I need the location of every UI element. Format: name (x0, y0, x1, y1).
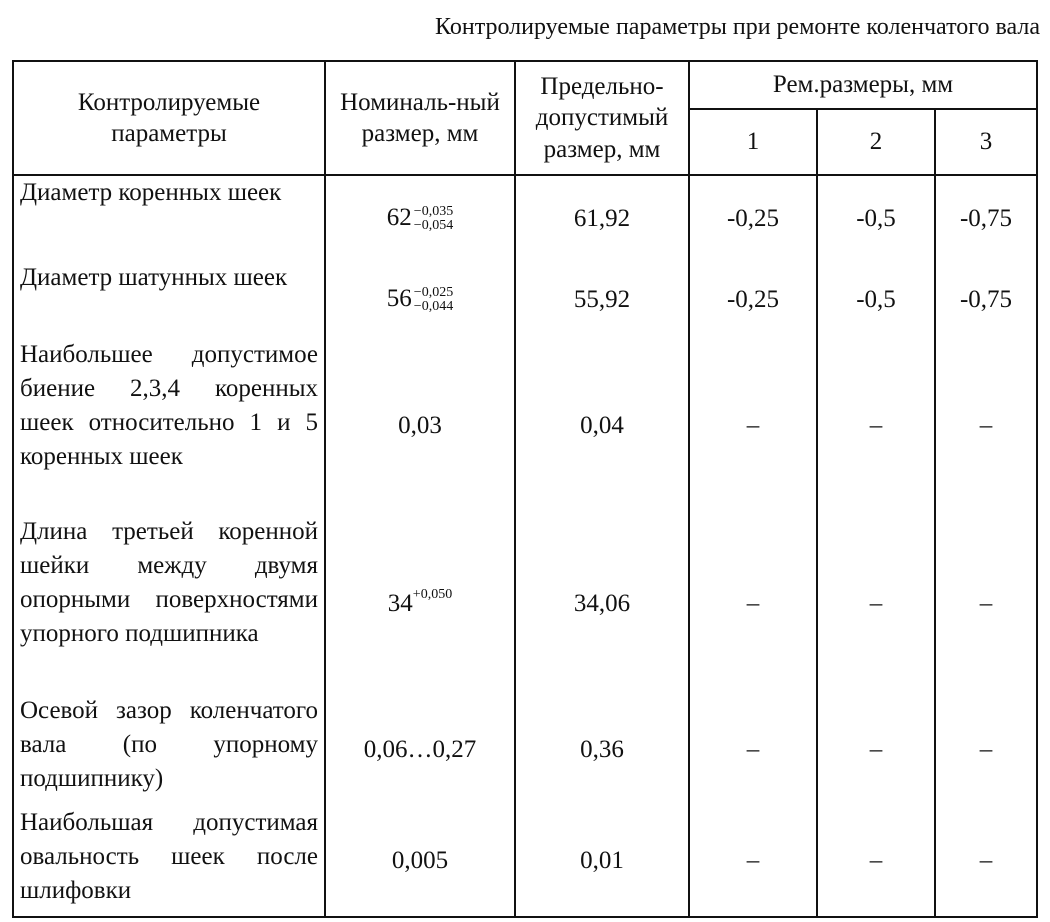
param-cell: Наибольшее допустимое биение 2,3,4 коренных шеек относительно 1 и 5 коренных шеек (13, 338, 325, 515)
tolerance-upper: +0,050 (412, 586, 453, 602)
tolerance-lower: −0,044 (413, 299, 454, 315)
crankshaft-parameters-table (12, 60, 1038, 918)
header-repair-group: Рем.размеры, мм (689, 61, 1037, 109)
nominal-base: 56 (386, 285, 412, 313)
repair-cell-1: – (689, 806, 817, 917)
param-cell: Осевой зазор коленчатого вала (по упорному подшипнику) (13, 694, 325, 807)
repair-cell-2: – (817, 806, 935, 917)
header-limit: Предельно-допустимый размер, мм (515, 61, 689, 175)
tolerance-upper: −0,035 (413, 204, 454, 220)
tolerance-upper: −0,025 (413, 285, 454, 301)
repair-cell-3: – (935, 515, 1037, 694)
header-repair-3: 3 (935, 109, 1037, 175)
limit-cell: 34,06 (515, 515, 689, 694)
limit-cell: 61,92 (515, 175, 689, 261)
repair-cell-1: -0,25 (689, 261, 817, 337)
table-row (13, 806, 1037, 917)
repair-cell-2: – (817, 338, 935, 515)
repair-cell-3: -0,75 (935, 261, 1037, 337)
table-caption: Контролируемые параметры при ремонте коленчатого вала (435, 14, 1040, 40)
table-row (13, 694, 1037, 807)
table-row (13, 338, 1037, 515)
param-cell: Диаметр шатунных шеек (13, 261, 325, 337)
param-cell: Длина третьей коренной шейки между двумя опорными поверхностями упорного подшипника (13, 515, 325, 694)
nominal-base: 34 (387, 590, 413, 618)
param-cell: Диаметр коренных шеек (13, 175, 325, 261)
repair-cell-3: – (935, 694, 1037, 807)
nominal-cell (325, 261, 515, 337)
nominal-base: 62 (386, 204, 412, 232)
param-cell: Наибольшая допустимая овальность шеек после шлифовки (13, 806, 325, 917)
header-repair-1: 1 (689, 109, 817, 175)
repair-cell-2: -0,5 (817, 261, 935, 337)
repair-cell-2: -0,5 (817, 175, 935, 261)
tolerance (414, 205, 453, 233)
header-repair-2: 2 (817, 109, 935, 175)
limit-cell: 0,04 (515, 338, 689, 515)
table-row (13, 175, 1037, 261)
repair-cell-1: -0,25 (689, 175, 817, 261)
table-row (13, 261, 1037, 337)
nominal-cell: 0,005 (325, 806, 515, 917)
nominal-cell (325, 175, 515, 261)
tolerance-lower: −0,054 (413, 218, 454, 234)
nominal-cell: 0,06…0,27 (325, 694, 515, 807)
header-nominal: Номиналь-ный размер, мм (325, 61, 515, 175)
tolerance (414, 286, 453, 314)
nominal-cell (325, 515, 515, 694)
table-row (13, 515, 1037, 694)
repair-cell-1: – (689, 694, 817, 807)
limit-cell: 0,01 (515, 806, 689, 917)
repair-cell-3: – (935, 806, 1037, 917)
limit-cell: 55,92 (515, 261, 689, 337)
repair-cell-1: – (689, 338, 817, 515)
header-param: Контролируемые параметры (13, 61, 325, 175)
limit-cell: 0,36 (515, 694, 689, 807)
repair-cell-2: – (817, 694, 935, 807)
nominal-cell: 0,03 (325, 338, 515, 515)
repair-cell-2: – (817, 515, 935, 694)
repair-cell-3: -0,75 (935, 175, 1037, 261)
repair-cell-3: – (935, 338, 1037, 515)
repair-cell-1: – (689, 515, 817, 694)
